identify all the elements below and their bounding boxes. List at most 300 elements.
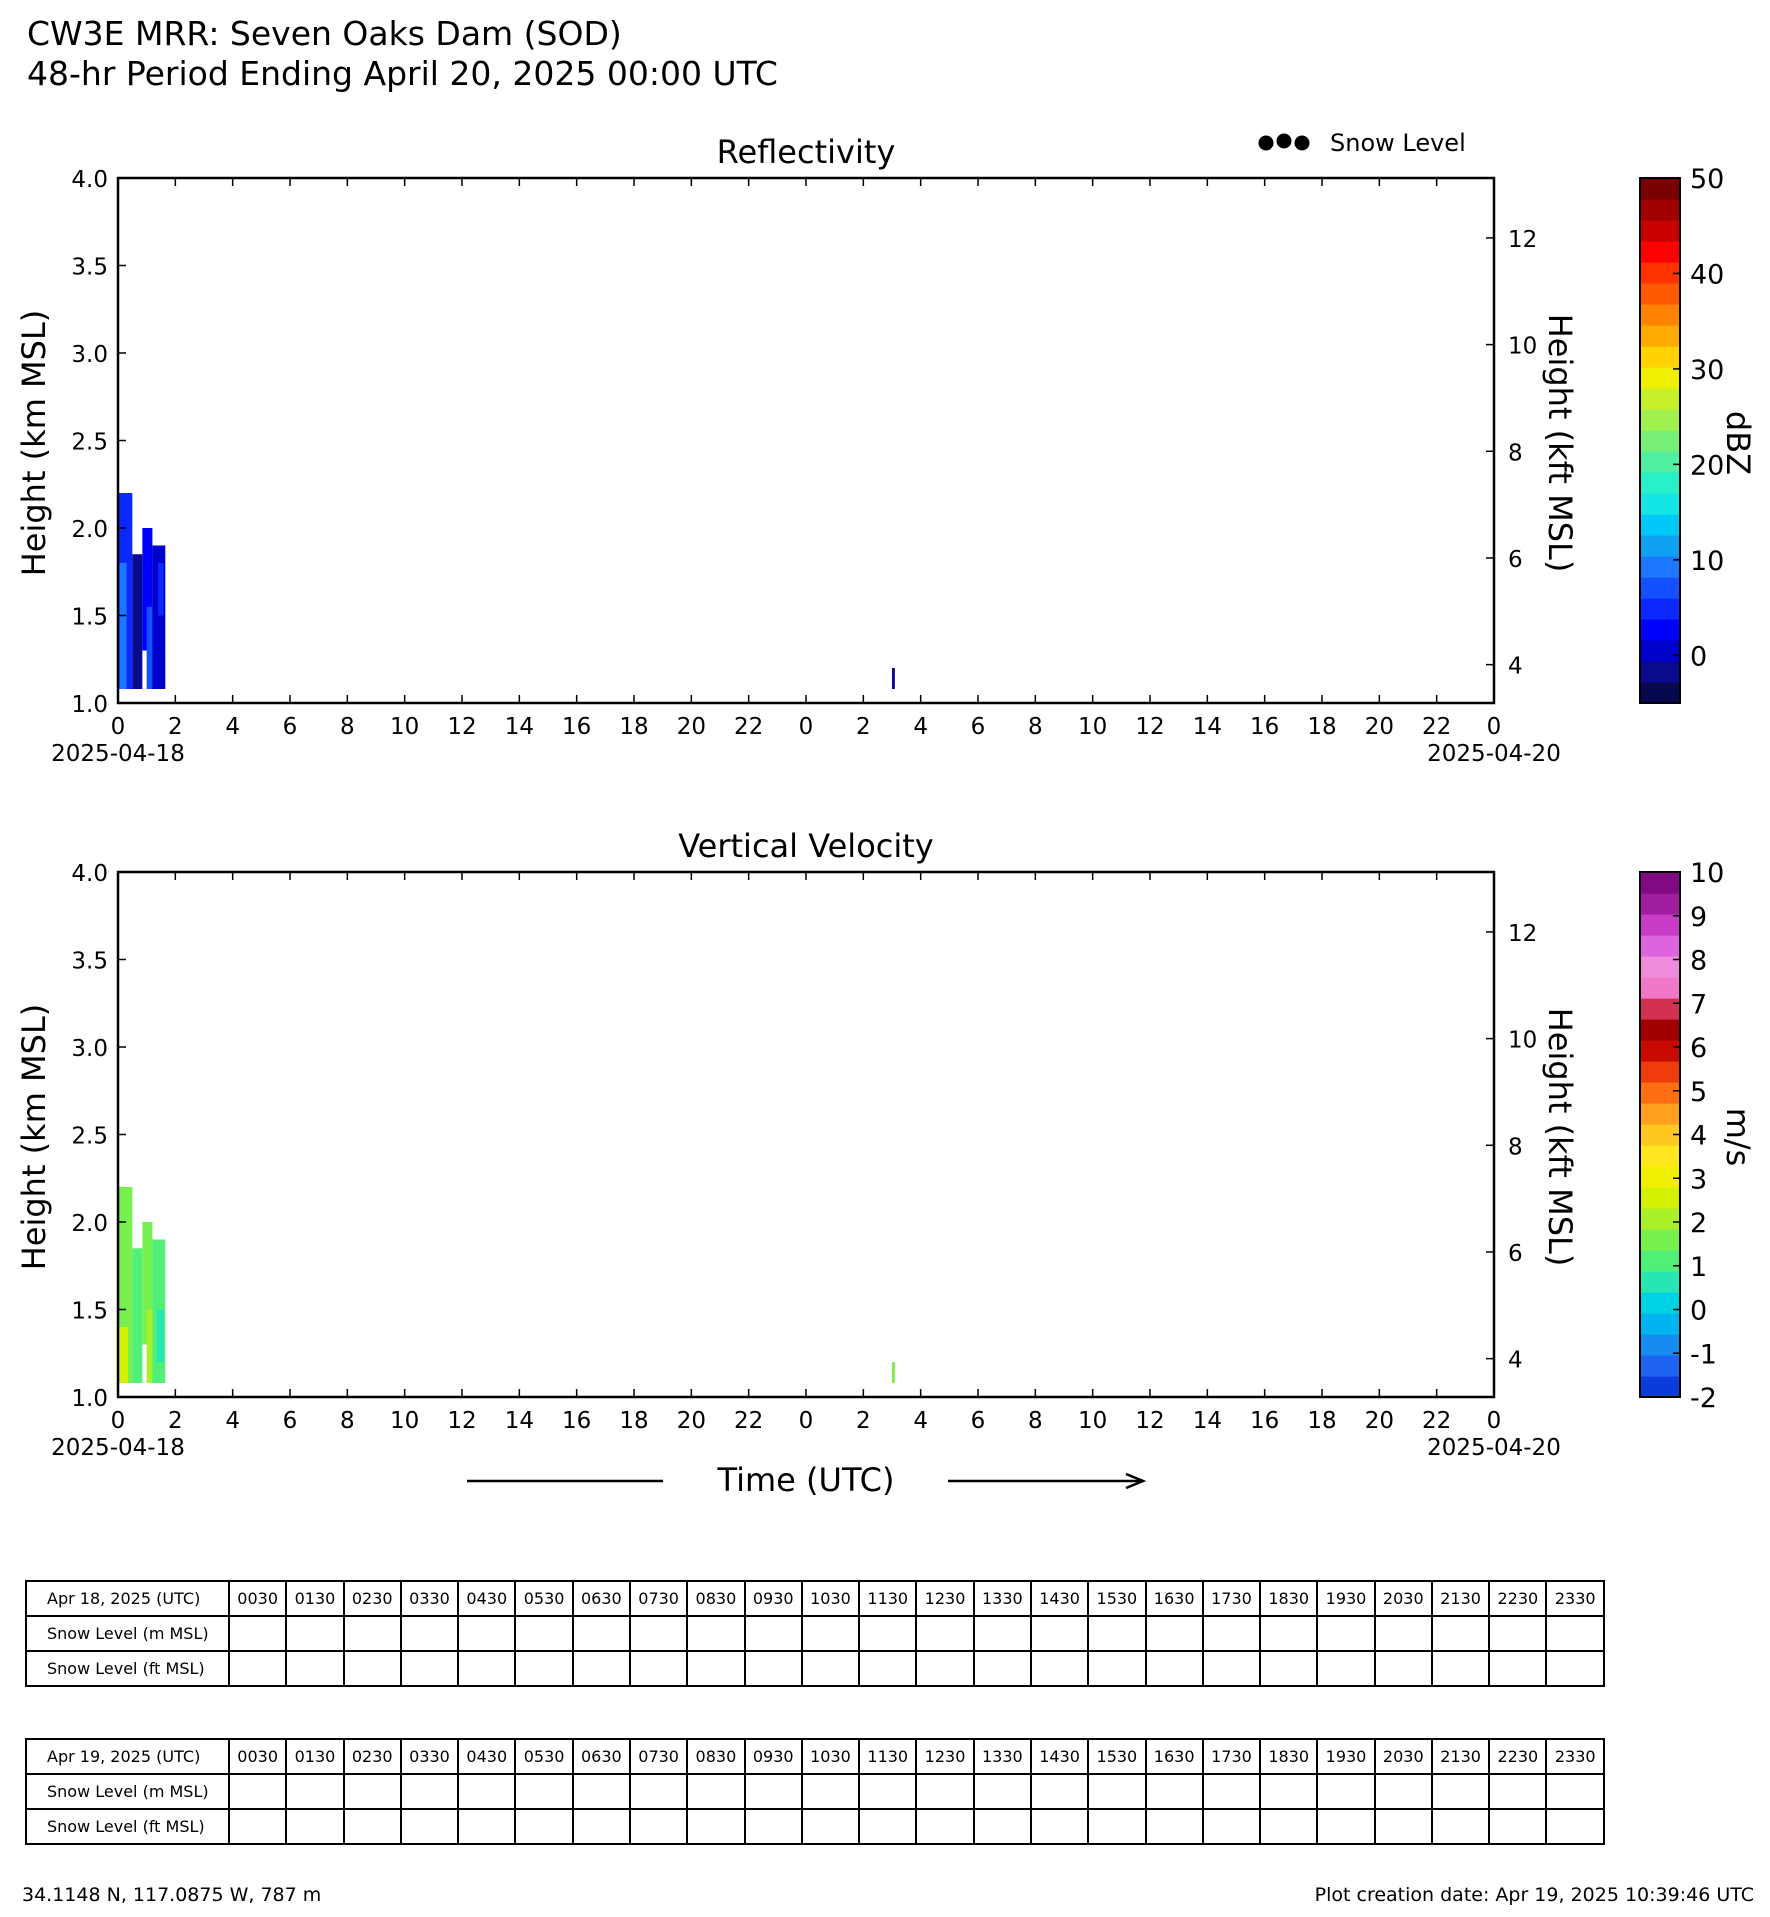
- snow-level-table-apr19: [25, 1738, 1605, 1845]
- table-header-row: [26, 1739, 1604, 1774]
- table-cell: [1546, 1651, 1604, 1686]
- table-cell: [1146, 1651, 1203, 1686]
- table-time-header: 0430: [458, 1581, 515, 1616]
- table-cell: [458, 1616, 515, 1651]
- table-time-header: 2230: [1489, 1739, 1546, 1774]
- table-cell: [1088, 1809, 1145, 1844]
- snow-level-table-apr18: [25, 1580, 1605, 1687]
- reflectivity-colorbar-swatch: [1640, 451, 1680, 473]
- reflectivity-plot-frame: [118, 178, 1494, 703]
- reflectivity-date-start: 2025-04-18: [51, 741, 185, 767]
- reflectivity-x-tick-label: 2: [856, 714, 871, 740]
- reflectivity-colorbar-swatch: [1640, 199, 1680, 221]
- reflectivity-colorbar-swatch: [1640, 325, 1680, 347]
- reflectivity-y-tick-label: 3.0: [71, 342, 108, 368]
- reflectivity-colorbar-swatch: [1640, 304, 1680, 326]
- time-axis-label: Time (UTC): [717, 1461, 895, 1499]
- table-time-header: 0730: [630, 1739, 687, 1774]
- table-cell: [802, 1809, 859, 1844]
- table-cell: [1203, 1616, 1260, 1651]
- reflectivity-x-tick-label: 16: [1250, 714, 1280, 740]
- reflectivity-y-tick-label: 3.5: [71, 254, 108, 281]
- reflectivity-y-right-tick-label: 4: [1508, 653, 1523, 680]
- table-time-header: 0830: [687, 1739, 744, 1774]
- vertical-velocity-colorbar-swatch: [1640, 1271, 1680, 1293]
- vertical-velocity-colorbar-tick-label: 4: [1690, 1120, 1708, 1152]
- table-cell: [687, 1774, 744, 1809]
- reflectivity-x-tick-label: 4: [225, 714, 240, 740]
- table-cell: [1031, 1809, 1088, 1844]
- reflectivity-colorbar-tick-label: 30: [1690, 354, 1725, 386]
- reflectivity-y-right-tick-label: 12: [1508, 226, 1538, 253]
- reflectivity-x-tick-label: 22: [734, 714, 764, 740]
- vertical-velocity-x-tick-label: 18: [619, 1408, 649, 1434]
- reflectivity-colorbar-swatch: [1640, 283, 1680, 305]
- table-time-header: 0630: [573, 1739, 630, 1774]
- table-row: [26, 1774, 1604, 1809]
- vertical-velocity-x-tick-label: 14: [1192, 1408, 1222, 1434]
- table-time-header: 1630: [1146, 1739, 1203, 1774]
- vertical-velocity-y-tick-label: 1.0: [71, 1386, 108, 1412]
- table-cell: [630, 1809, 687, 1844]
- reflectivity-y-tick-label: 2.0: [71, 517, 108, 543]
- vertical-velocity-ylabel: Height (km MSL): [15, 1003, 53, 1271]
- table-cell: [802, 1616, 859, 1651]
- reflectivity-colorbar-swatch: [1640, 661, 1680, 683]
- table-cell: [1317, 1616, 1374, 1651]
- reflectivity-date-end: 2025-04-20: [1427, 741, 1561, 767]
- table-cell: [1546, 1774, 1604, 1809]
- table-time-header: 1030: [802, 1739, 859, 1774]
- table-cell: [401, 1651, 458, 1686]
- reflectivity-x-tick-label: 2: [168, 714, 183, 740]
- reflectivity-y-right-tick-label: 6: [1508, 546, 1523, 573]
- table-row-label: Snow Level (m MSL): [26, 1774, 229, 1809]
- vertical-velocity-colorbar-swatch: [1640, 1229, 1680, 1251]
- page-subtitle: 48-hr Period Ending April 20, 2025 00:00 UTC: [27, 54, 778, 93]
- vertical-velocity-x-tick-label: 2: [856, 1408, 871, 1434]
- reflectivity-y-right-tick-label: 10: [1508, 333, 1538, 360]
- vertical-velocity-colorbar-swatch: [1640, 1313, 1680, 1335]
- table-cell: [1203, 1809, 1260, 1844]
- table-cell: [573, 1809, 630, 1844]
- table-cell: [1432, 1651, 1489, 1686]
- table-cell: [1088, 1616, 1145, 1651]
- table-cell: [1088, 1651, 1145, 1686]
- vertical-velocity-x-tick-label: 10: [390, 1408, 420, 1434]
- vertical-velocity-colorbar-tick-label: -1: [1690, 1339, 1717, 1371]
- table-cell: [630, 1774, 687, 1809]
- table-time-header: 2030: [1375, 1581, 1432, 1616]
- reflectivity-x-tick-label: 0: [798, 714, 814, 740]
- table-time-header: 1430: [1031, 1739, 1088, 1774]
- reflectivity-colorbar-swatch: [1640, 514, 1680, 536]
- table-time-header: 0030: [229, 1581, 286, 1616]
- vertical-velocity-x-tick-label: 16: [1250, 1408, 1280, 1434]
- table-cell: [1375, 1651, 1432, 1686]
- table-cell: [573, 1651, 630, 1686]
- table-cell: [974, 1774, 1031, 1809]
- reflectivity-ylabel-right: Height (kft MSL): [1541, 313, 1579, 573]
- table-cell: [344, 1651, 401, 1686]
- table-cell: [1088, 1774, 1145, 1809]
- reflectivity-colorbar-swatch: [1640, 430, 1680, 452]
- table-time-header: 0930: [745, 1739, 802, 1774]
- reflectivity-x-tick-label: 4: [913, 714, 928, 740]
- table-cell: [1489, 1616, 1546, 1651]
- vertical-velocity-x-tick-label: 20: [676, 1408, 706, 1434]
- table-cell: [1031, 1651, 1088, 1686]
- table-cell: [1432, 1616, 1489, 1651]
- vertical-velocity-x-tick-label: 18: [1307, 1408, 1337, 1434]
- vertical-velocity-x-tick-label: 4: [913, 1408, 928, 1434]
- reflectivity-colorbar-swatch: [1640, 220, 1680, 242]
- table-time-header: 1730: [1203, 1581, 1260, 1616]
- table-cell: [916, 1616, 973, 1651]
- reflectivity-x-tick-label: 20: [1364, 714, 1394, 740]
- table-time-header: 1930: [1317, 1739, 1374, 1774]
- table-cell: [515, 1774, 572, 1809]
- table-cell: [458, 1809, 515, 1844]
- vertical-velocity-y-tick-label: 4.0: [71, 861, 108, 887]
- vertical-velocity-x-tick-label: 20: [1364, 1408, 1394, 1434]
- table-date-label: Apr 19, 2025 (UTC): [26, 1739, 229, 1774]
- table-cell: [859, 1651, 916, 1686]
- table-time-header: 0530: [515, 1739, 572, 1774]
- table-cell: [974, 1809, 1031, 1844]
- table-time-header: 0630: [573, 1581, 630, 1616]
- vertical-velocity-colorbar-swatch: [1640, 1292, 1680, 1314]
- table-cell: [229, 1809, 286, 1844]
- reflectivity-x-tick-label: 20: [676, 714, 706, 740]
- vertical-velocity-x-tick-label: 2: [168, 1408, 183, 1434]
- table-cell: [916, 1809, 973, 1844]
- vertical-velocity-x-tick-label: 22: [734, 1408, 764, 1434]
- table-cell: [1317, 1774, 1374, 1809]
- reflectivity-x-tick-label: 10: [1078, 714, 1108, 740]
- vertical-velocity-y-tick-label: 1.5: [71, 1298, 108, 1325]
- vertical-velocity-colorbar-tick-label: 9: [1690, 901, 1708, 933]
- vertical-velocity-x-tick-label: 0: [798, 1408, 814, 1434]
- table-time-header: 0430: [458, 1739, 515, 1774]
- vertical-velocity-colorbar-swatch: [1640, 935, 1680, 957]
- table-cell: [1375, 1809, 1432, 1844]
- reflectivity-x-tick-label: 6: [282, 714, 298, 740]
- reflectivity-x-tick-label: 8: [340, 714, 355, 740]
- reflectivity-ylabel: Height (km MSL): [15, 309, 53, 577]
- plot-creation-date: Plot creation date: Apr 19, 2025 10:39:46 UTC: [1314, 1884, 1754, 1906]
- vertical-velocity-colorbar-swatch: [1640, 998, 1680, 1020]
- table-cell: [802, 1651, 859, 1686]
- vertical-velocity-echo: [119, 1327, 128, 1383]
- vertical-velocity-title: Vertical Velocity: [678, 827, 934, 865]
- table-row-label: Snow Level (m MSL): [26, 1616, 229, 1651]
- table-time-header: 1230: [916, 1581, 973, 1616]
- table-cell: [286, 1651, 343, 1686]
- table-cell: [515, 1616, 572, 1651]
- table-cell: [1546, 1809, 1604, 1844]
- table-time-header: 1330: [974, 1581, 1031, 1616]
- table-cell: [630, 1616, 687, 1651]
- reflectivity-x-tick-label: 8: [1028, 714, 1043, 740]
- table-cell: [1432, 1809, 1489, 1844]
- vertical-velocity-colorbar-swatch: [1640, 1082, 1680, 1104]
- reflectivity-colorbar-swatch: [1640, 598, 1680, 620]
- vertical-velocity-y-tick-label: 3.0: [71, 1036, 108, 1062]
- vertical-velocity-colorbar-tick-label: 2: [1690, 1208, 1708, 1239]
- table-cell: [458, 1651, 515, 1686]
- vertical-velocity-plot-frame: [118, 872, 1494, 1397]
- table-row: [26, 1616, 1604, 1651]
- table-cell: [1489, 1809, 1546, 1844]
- vertical-velocity-panel: [15, 827, 1757, 1499]
- vertical-velocity-colorbar-swatch: [1640, 1208, 1680, 1230]
- table-cell: [1260, 1774, 1317, 1809]
- reflectivity-colorbar-swatch: [1640, 535, 1680, 557]
- reflectivity-x-tick-label: 12: [447, 714, 477, 740]
- table-row-label: Snow Level (ft MSL): [26, 1651, 229, 1686]
- table-cell: [401, 1774, 458, 1809]
- table-cell: [286, 1809, 343, 1844]
- vertical-velocity-ylabel-right: Height (kft MSL): [1541, 1007, 1579, 1267]
- vertical-velocity-y-tick-label: 2.5: [71, 1123, 108, 1150]
- vertical-velocity-colorbar-tick-label: 8: [1690, 945, 1708, 977]
- vertical-velocity-colorbar-swatch: [1640, 1187, 1680, 1209]
- table-cell: [1432, 1774, 1489, 1809]
- table-row: [26, 1809, 1604, 1844]
- reflectivity-echo: [119, 563, 126, 689]
- table-cell: [1031, 1616, 1088, 1651]
- table-cell: [687, 1616, 744, 1651]
- table-cell: [1146, 1774, 1203, 1809]
- reflectivity-x-tick-label: 14: [1192, 714, 1222, 740]
- table-cell: [745, 1774, 802, 1809]
- table-cell: [1489, 1651, 1546, 1686]
- vertical-velocity-colorbar-swatch: [1640, 1019, 1680, 1041]
- table-time-header: 1030: [802, 1581, 859, 1616]
- vertical-velocity-colorbar-tick-label: 6: [1690, 1033, 1708, 1064]
- vertical-velocity-colorbar-swatch: [1640, 872, 1680, 894]
- vertical-velocity-colorbar-swatch: [1640, 977, 1680, 999]
- vertical-velocity-x-tick-label: 0: [1486, 1408, 1502, 1434]
- vertical-velocity-x-tick-label: 6: [970, 1408, 986, 1434]
- table-cell: [458, 1774, 515, 1809]
- table-cell: [1260, 1616, 1317, 1651]
- reflectivity-colorbar-swatch: [1640, 178, 1680, 200]
- vertical-velocity-colorbar-swatch: [1640, 1250, 1680, 1272]
- table-time-header: 1830: [1260, 1581, 1317, 1616]
- reflectivity-x-tick-label: 14: [504, 714, 534, 740]
- reflectivity-title: Reflectivity: [716, 133, 896, 171]
- snow-level-marker: [1259, 136, 1274, 151]
- vertical-velocity-colorbar-swatch: [1640, 1334, 1680, 1356]
- table-cell: [1260, 1651, 1317, 1686]
- vertical-velocity-colorbar-tick-label: 7: [1690, 989, 1708, 1021]
- reflectivity-colorbar-swatch: [1640, 493, 1680, 515]
- vertical-velocity-y-right-tick-label: 4: [1508, 1347, 1523, 1374]
- vertical-velocity-date-end: 2025-04-20: [1427, 1435, 1561, 1461]
- table-time-header: 0730: [630, 1581, 687, 1616]
- table-cell: [229, 1774, 286, 1809]
- table-time-header: 0130: [286, 1581, 343, 1616]
- vertical-velocity-y-right-tick-label: 10: [1508, 1027, 1538, 1054]
- reflectivity-echo: [132, 554, 142, 689]
- table-cell: [1317, 1809, 1374, 1844]
- reflectivity-colorbar-tick-label: 10: [1690, 545, 1725, 577]
- reflectivity-colorbar-swatch: [1640, 241, 1680, 263]
- reflectivity-x-tick-label: 10: [390, 714, 420, 740]
- table-time-header: 0230: [344, 1739, 401, 1774]
- snow-level-legend: [1259, 129, 1466, 157]
- vertical-velocity-x-tick-label: 0: [110, 1408, 126, 1434]
- table-cell: [286, 1616, 343, 1651]
- table-header-row: [26, 1581, 1604, 1616]
- table-cell: [401, 1809, 458, 1844]
- vertical-velocity-colorbar-tick-label: 1: [1690, 1251, 1708, 1283]
- reflectivity-colorbar-swatch: [1640, 346, 1680, 368]
- vertical-velocity-y-right-tick-label: 8: [1508, 1134, 1523, 1161]
- vertical-velocity-y-right-tick-label: 12: [1508, 920, 1538, 947]
- vertical-velocity-colorbar-swatch: [1640, 1040, 1680, 1062]
- table-cell: [515, 1651, 572, 1686]
- table-cell: [1260, 1809, 1317, 1844]
- vertical-velocity-colorbar-tick-label: 3: [1690, 1164, 1708, 1196]
- reflectivity-colorbar-swatch: [1640, 409, 1680, 431]
- table-cell: [1146, 1809, 1203, 1844]
- vertical-velocity-x-tick-label: 10: [1078, 1408, 1108, 1434]
- reflectivity-x-tick-label: 16: [562, 714, 592, 740]
- vertical-velocity-colorbar-swatch: [1640, 1103, 1680, 1125]
- vertical-velocity-y-tick-label: 2.0: [71, 1211, 108, 1237]
- table-cell: [1489, 1774, 1546, 1809]
- reflectivity-colorbar-swatch: [1640, 472, 1680, 494]
- vertical-velocity-colorbar-swatch: [1640, 1355, 1680, 1377]
- table-cell: [859, 1616, 916, 1651]
- table-cell: [515, 1809, 572, 1844]
- reflectivity-x-tick-label: 6: [970, 714, 986, 740]
- snow-level-marker: [1277, 134, 1292, 149]
- table-cell: [745, 1616, 802, 1651]
- vertical-velocity-echo: [132, 1248, 142, 1383]
- reflectivity-colorbar-tick-label: 0: [1690, 641, 1708, 673]
- table-time-header: 2130: [1432, 1739, 1489, 1774]
- reflectivity-x-tick-label: 12: [1135, 714, 1165, 740]
- table-cell: [401, 1616, 458, 1651]
- reflectivity-x-tick-label: 18: [1307, 714, 1337, 740]
- vertical-velocity-colorbar-swatch: [1640, 1376, 1680, 1398]
- table-cell: [687, 1809, 744, 1844]
- table-time-header: 0030: [229, 1739, 286, 1774]
- table-time-header: 1130: [859, 1739, 916, 1774]
- reflectivity-x-tick-label: 0: [110, 714, 126, 740]
- table-time-header: 0930: [745, 1581, 802, 1616]
- reflectivity-colorbar-swatch: [1640, 577, 1680, 599]
- table-cell: [687, 1651, 744, 1686]
- table-cell: [916, 1651, 973, 1686]
- table-cell: [1546, 1616, 1604, 1651]
- vertical-velocity-y-tick-label: 3.5: [71, 948, 108, 975]
- reflectivity-colorbar-tick-label: 50: [1690, 164, 1725, 195]
- reflectivity-colorbar-swatch: [1640, 619, 1680, 641]
- table-time-header: 1430: [1031, 1581, 1088, 1616]
- vertical-velocity-x-tick-label: 12: [447, 1408, 477, 1434]
- reflectivity-y-tick-label: 4.0: [71, 167, 108, 193]
- vertical-velocity-colorbar-tick-label: 5: [1690, 1076, 1708, 1108]
- table-cell: [1375, 1616, 1432, 1651]
- vertical-velocity-x-tick-label: 8: [1028, 1408, 1043, 1434]
- vertical-velocity-x-tick-label: 14: [504, 1408, 534, 1434]
- table-time-header: 0830: [687, 1581, 744, 1616]
- table-time-header: 1130: [859, 1581, 916, 1616]
- vertical-velocity-colorbar-label: m/s: [1719, 1107, 1757, 1167]
- table-time-header: 1730: [1203, 1739, 1260, 1774]
- table-time-header: 2130: [1432, 1581, 1489, 1616]
- vertical-velocity-colorbar-tick-label: 10: [1690, 858, 1725, 889]
- table-time-header: 0530: [515, 1581, 572, 1616]
- table-cell: [745, 1809, 802, 1844]
- reflectivity-x-tick-label: 18: [619, 714, 649, 740]
- table-time-header: 0130: [286, 1739, 343, 1774]
- reflectivity-colorbar-swatch: [1640, 388, 1680, 410]
- table-time-header: 1830: [1260, 1739, 1317, 1774]
- vertical-velocity-colorbar-swatch: [1640, 1166, 1680, 1188]
- table-time-header: 2330: [1546, 1581, 1604, 1616]
- table-time-header: 1330: [974, 1739, 1031, 1774]
- table-time-header: 1530: [1088, 1581, 1145, 1616]
- table-time-header: 0330: [401, 1739, 458, 1774]
- table-cell: [974, 1651, 1031, 1686]
- reflectivity-colorbar-swatch: [1640, 682, 1680, 704]
- table-cell: [286, 1774, 343, 1809]
- reflectivity-colorbar-swatch: [1640, 640, 1680, 662]
- page-title: CW3E MRR: Seven Oaks Dam (SOD): [27, 14, 622, 53]
- reflectivity-colorbar-tick-label: 20: [1690, 450, 1725, 482]
- vertical-velocity-colorbar-swatch: [1640, 914, 1680, 936]
- station-location: 34.1148 N, 117.0875 W, 787 m: [22, 1884, 322, 1906]
- table-cell: [1203, 1774, 1260, 1809]
- table-cell: [573, 1774, 630, 1809]
- vertical-velocity-x-tick-label: 22: [1422, 1408, 1452, 1434]
- vertical-velocity-x-tick-label: 12: [1135, 1408, 1165, 1434]
- table-time-header: 2230: [1489, 1581, 1546, 1616]
- table-time-header: 1230: [916, 1739, 973, 1774]
- table-cell: [229, 1616, 286, 1651]
- table-cell: [344, 1809, 401, 1844]
- table-cell: [630, 1651, 687, 1686]
- table-cell: [974, 1616, 1031, 1651]
- table-time-header: 1530: [1088, 1739, 1145, 1774]
- reflectivity-echo: [892, 668, 895, 689]
- vertical-velocity-x-tick-label: 4: [225, 1408, 240, 1434]
- reflectivity-colorbar-swatch: [1640, 367, 1680, 389]
- reflectivity-y-tick-label: 1.5: [71, 604, 108, 631]
- table-cell: [916, 1774, 973, 1809]
- reflectivity-colorbar-tick-label: 40: [1690, 259, 1725, 291]
- table-time-header: 2330: [1546, 1739, 1604, 1774]
- table-cell: [1031, 1774, 1088, 1809]
- vertical-velocity-date-start: 2025-04-18: [51, 1435, 185, 1461]
- vertical-velocity-echo: [157, 1310, 164, 1363]
- snow-level-legend-label: Snow Level: [1330, 129, 1466, 157]
- vertical-velocity-colorbar-swatch: [1640, 893, 1680, 915]
- table-time-header: 0330: [401, 1581, 458, 1616]
- reflectivity-y-tick-label: 2.5: [71, 429, 108, 456]
- table-time-header: 1630: [1146, 1581, 1203, 1616]
- table-cell: [859, 1809, 916, 1844]
- table-cell: [802, 1774, 859, 1809]
- table-cell: [229, 1651, 286, 1686]
- vertical-velocity-x-tick-label: 6: [282, 1408, 298, 1434]
